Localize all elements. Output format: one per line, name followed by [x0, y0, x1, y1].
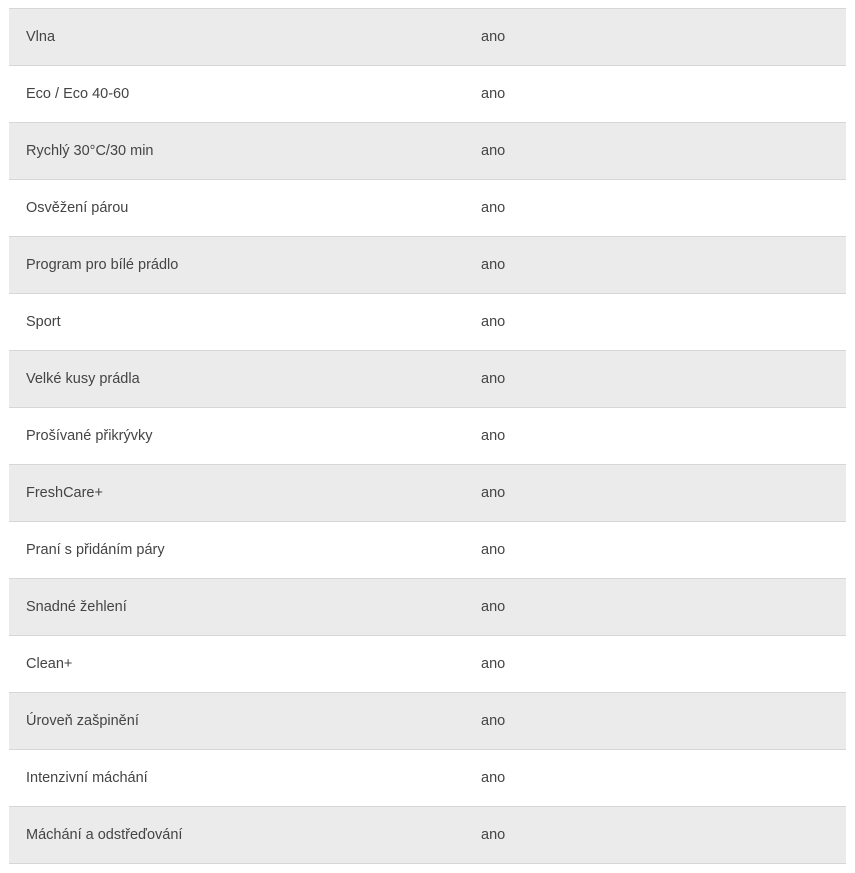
feature-value: ano — [463, 465, 846, 522]
feature-label: Snadné žehlení — [9, 579, 463, 636]
feature-value: ano — [463, 123, 846, 180]
table-row — [9, 66, 846, 123]
feature-value: ano — [463, 9, 846, 66]
feature-label: Intenzivní máchání — [9, 750, 463, 807]
feature-label: Sport — [9, 294, 463, 351]
table-row — [9, 522, 846, 579]
feature-label: Máchání a odstřeďování — [9, 807, 463, 864]
feature-value: ano — [463, 522, 846, 579]
feature-value: ano — [463, 237, 846, 294]
feature-value: ano — [463, 180, 846, 237]
feature-label: FreshCare+ — [9, 465, 463, 522]
feature-label: Praní s přidáním páry — [9, 522, 463, 579]
feature-value: ano — [463, 636, 846, 693]
feature-value: ano — [463, 807, 846, 864]
feature-label: Velké kusy prádla — [9, 351, 463, 408]
feature-label: Osvěžení párou — [9, 180, 463, 237]
table-row — [9, 351, 846, 408]
feature-label: Úroveň zašpinění — [9, 693, 463, 750]
feature-label: Rychlý 30°C/30 min — [9, 123, 463, 180]
feature-value: ano — [463, 351, 846, 408]
feature-value: ano — [463, 750, 846, 807]
table-row — [9, 237, 846, 294]
feature-label: Clean+ — [9, 636, 463, 693]
table-row — [9, 579, 846, 636]
feature-label: Prošívané přikrývky — [9, 408, 463, 465]
table-row — [9, 465, 846, 522]
features-table-body — [9, 9, 846, 864]
program-features-table — [9, 8, 846, 864]
table-row — [9, 294, 846, 351]
feature-value: ano — [463, 408, 846, 465]
table-row — [9, 636, 846, 693]
table-row — [9, 9, 846, 66]
feature-value: ano — [463, 579, 846, 636]
feature-label: Program pro bílé prádlo — [9, 237, 463, 294]
table-row — [9, 807, 846, 864]
table-row — [9, 123, 846, 180]
table-row — [9, 750, 846, 807]
feature-value: ano — [463, 66, 846, 123]
feature-value: ano — [463, 294, 846, 351]
feature-label: Vlna — [9, 9, 463, 66]
table-row — [9, 408, 846, 465]
table-row — [9, 180, 846, 237]
feature-value: ano — [463, 693, 846, 750]
table-row — [9, 693, 846, 750]
feature-label: Eco / Eco 40-60 — [9, 66, 463, 123]
